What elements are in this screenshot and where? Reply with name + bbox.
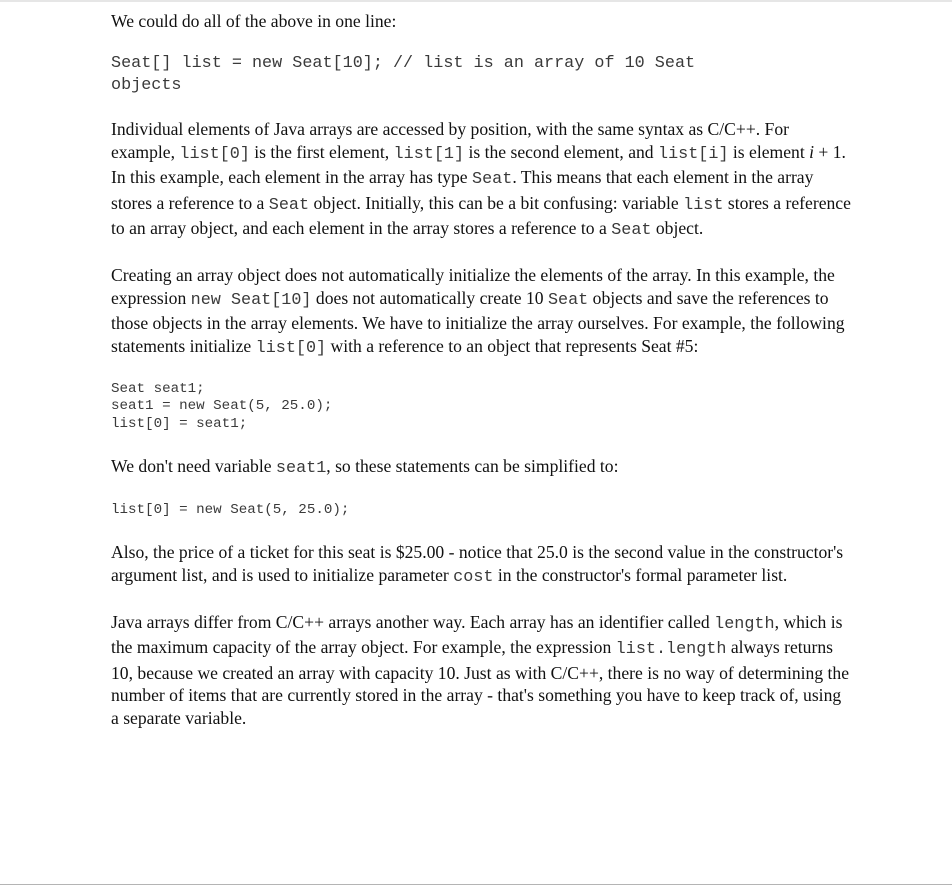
paragraph-array-length: Java arrays differ from C/C++ arrays another way. Each array has an identifier called length, which is the maximum capacity of the array object. For example, the expression list.length always returns 10, because we created an array with capacity 10. Just as with C/C++, there is no way of determining the number of items that are currently stored in the array - that's something you have to keep track of, using a separate variable. xyxy=(111,611,850,728)
code-line: Seat seat1; xyxy=(111,381,205,398)
inline-code: length xyxy=(714,614,775,634)
code-line: list[0] = seat1; xyxy=(111,415,248,432)
bottom-border xyxy=(0,884,952,885)
code-line: objects xyxy=(111,75,182,95)
code-line: list[0] = new Seat(5, 25.0); xyxy=(111,501,350,518)
code-line: seat1 = new Seat(5, 25.0); xyxy=(111,398,333,415)
paragraph-ticket-price: Also, the price of a ticket for this seat is $25.00 - notice that 25.0 is the second value in the constructor's argument list, and is used to initialize parameter cost in the constructor's formal parameter list. xyxy=(111,542,844,587)
code-block-statements xyxy=(111,381,851,433)
code-oneliner xyxy=(111,53,851,96)
top-border xyxy=(0,0,952,2)
code-line: Seat[] list = new Seat[10]; // list is an array of 10 Seat xyxy=(111,54,696,74)
inline-code: Seat xyxy=(547,290,589,310)
inline-code: Seat xyxy=(611,221,652,241)
inline-code: cost xyxy=(453,567,494,587)
paragraph-creating-array: Creating an array object does not automatically initialize the elements of the array. In this example, the expression new Seat[10] does not automatically create 10 Seat objects and save the references to those objects in the array elements. We have to initialize the array ourselves. For example, the following statements initialize list[0] with a reference to an object that represents Seat #5: xyxy=(111,265,845,358)
inline-code: list[1] xyxy=(393,144,465,164)
code-block-simplified xyxy=(111,502,851,519)
inline-code: list.length xyxy=(615,640,727,660)
inline-code: new Seat[10] xyxy=(190,290,312,310)
inline-code: list[i] xyxy=(658,144,729,164)
intro-paragraph: We could do all of the above in one line: xyxy=(111,11,397,31)
inline-code: Seat xyxy=(472,170,513,190)
inline-code: Seat xyxy=(268,195,310,215)
inline-code: list xyxy=(683,195,724,215)
inline-code: seat1 xyxy=(275,459,327,479)
document-page xyxy=(111,10,851,729)
italic-variable: i xyxy=(809,141,815,162)
inline-code: list[0] xyxy=(179,144,250,164)
inline-code: list[0] xyxy=(255,338,327,358)
paragraph-array-elements: Individual elements of Java arrays are accessed by position, with the same syntax as C/C++. For example, list[0] is the first element, list[1] is the second element, and list[i] is element i + 1. In this example, each element in the array has type Seat. This means that each element in the array stores a reference to a Seat object. Initially, this can be a bit confusing: variable list stores a reference to an array object, and each element in the array stores a reference to a Seat object. xyxy=(111,119,851,241)
paragraph-simplify: We don't need variable seat1, so these statements can be simplified to: xyxy=(111,456,619,479)
